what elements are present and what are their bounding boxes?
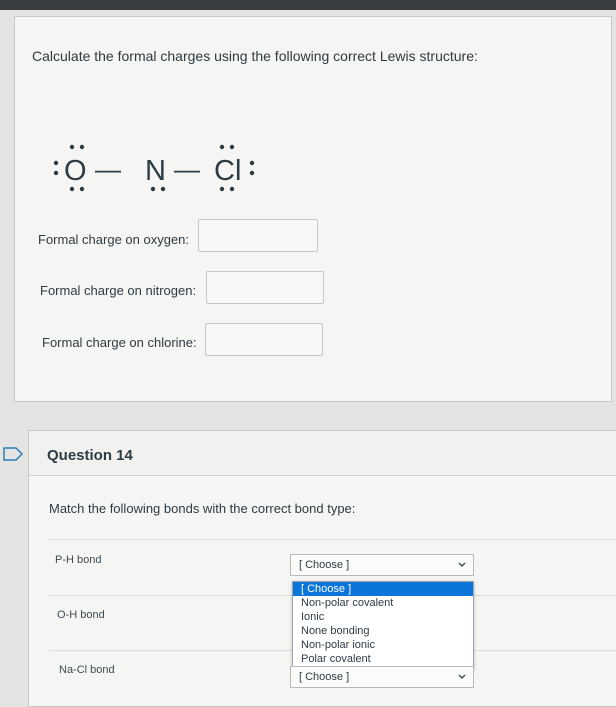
nitrogen-charge-label: Formal charge on nitrogen: xyxy=(40,283,197,298)
nacl-bond-select[interactable] xyxy=(290,666,474,688)
question-13-panel xyxy=(14,16,612,402)
nitrogen-charge-input[interactable] xyxy=(206,271,324,304)
ph-bond-select-value: [ Choose ] xyxy=(299,559,350,571)
bond-type-dropdown-list[interactable] xyxy=(292,581,474,669)
flag-icon[interactable] xyxy=(3,447,23,461)
bond-label-ph: P-H bond xyxy=(55,554,102,566)
chlorine-charge-input[interactable] xyxy=(205,323,323,356)
question-13-prompt: Calculate the formal charges using the following correct Lewis structure: xyxy=(32,48,478,64)
chevron-down-icon xyxy=(457,670,467,684)
chevron-down-icon xyxy=(457,558,467,572)
bond-label-oh: O-H bond xyxy=(57,609,105,621)
question-14-title: Question 14 xyxy=(47,447,133,464)
dropdown-option[interactable]: None bonding xyxy=(301,625,370,637)
nacl-bond-select-value: [ Choose ] xyxy=(299,671,350,683)
bond-o-n: — xyxy=(95,154,121,184)
oxygen-atom: O xyxy=(64,155,87,187)
lewis-structure xyxy=(50,144,270,196)
question-14-header xyxy=(29,431,616,476)
bond-n-cl: — xyxy=(174,154,200,184)
chlorine-atom: Cl xyxy=(214,155,242,187)
top-bar xyxy=(0,0,616,10)
oxygen-charge-input[interactable] xyxy=(198,219,318,252)
chlorine-charge-label: Formal charge on chlorine: xyxy=(42,335,197,350)
dropdown-option[interactable]: Non-polar covalent xyxy=(301,597,394,609)
dropdown-option[interactable]: Non-polar ionic xyxy=(301,639,375,651)
dropdown-option[interactable]: Polar covalent xyxy=(301,653,371,665)
row-divider xyxy=(49,539,616,540)
ph-bond-select[interactable] xyxy=(290,554,474,576)
bond-label-nacl: Na-Cl bond xyxy=(59,664,115,676)
dropdown-option[interactable]: [ Choose ] xyxy=(293,582,473,596)
dropdown-option[interactable]: Ionic xyxy=(301,611,325,623)
nitrogen-atom: N xyxy=(145,155,166,187)
question-14-prompt: Match the following bonds with the correct bond type: xyxy=(49,501,356,516)
oxygen-charge-label: Formal charge on oxygen: xyxy=(38,232,190,247)
